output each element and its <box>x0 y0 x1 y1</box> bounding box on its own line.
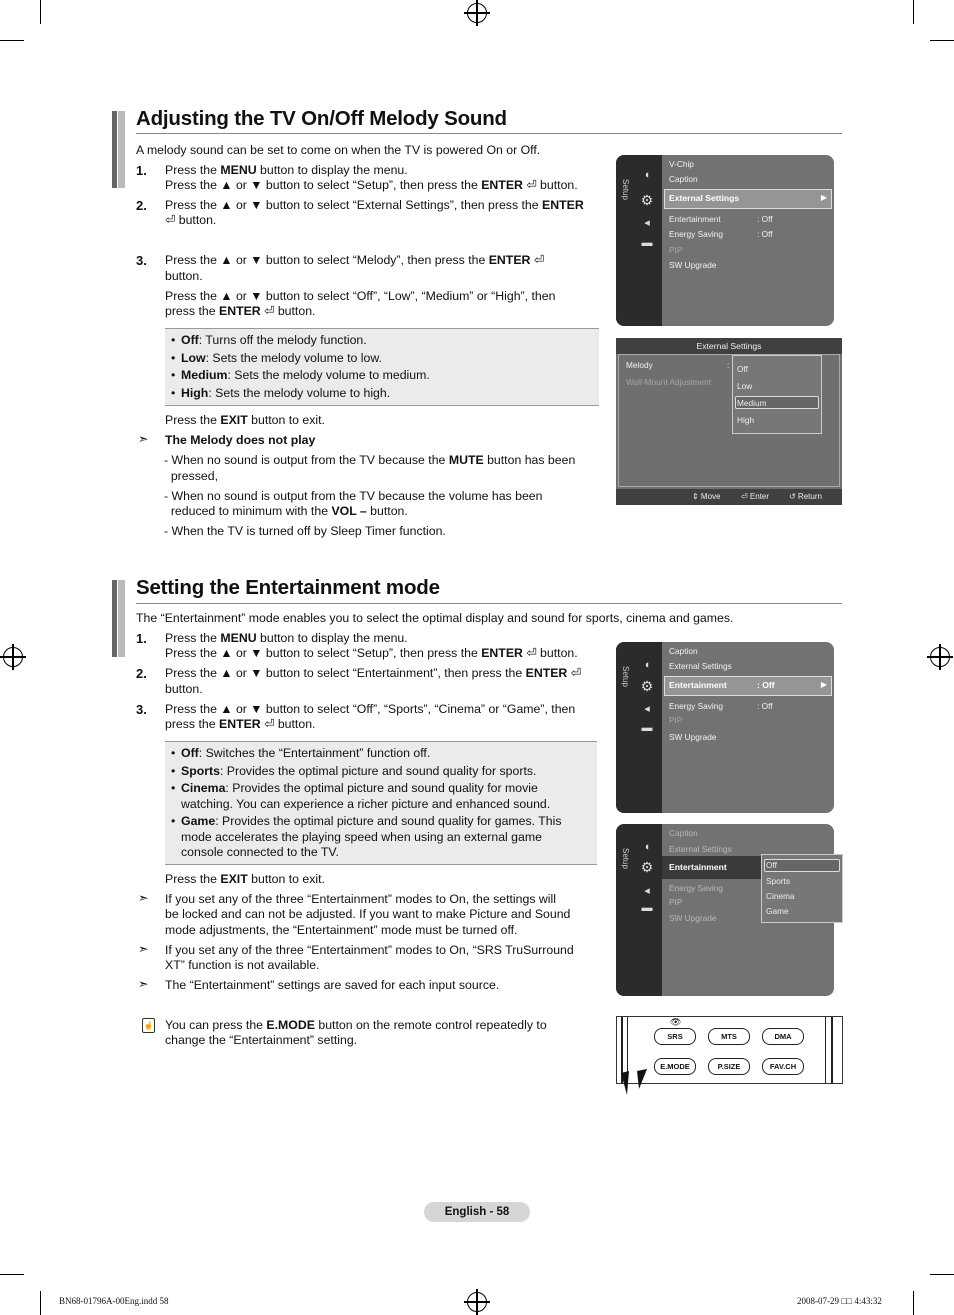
option-item: • Off: Turns off the melody function. <box>165 333 599 349</box>
note-line: - When no sound is output from the TV because the MUTE button has been <box>164 453 576 467</box>
crop-mark <box>0 1274 24 1275</box>
step-number: 1. <box>136 163 147 178</box>
registration-mark-icon <box>3 647 23 667</box>
menu-item-sw-upgrade[interactable]: SW Upgrade <box>669 732 717 742</box>
arrow-right-icon: ▶ <box>820 680 827 689</box>
date-info: 2008-07-29 □□ 4:43:32 <box>797 1296 882 1306</box>
menu-item-vchip[interactable]: V-Chip <box>669 159 694 169</box>
menu-item-pip: PIP <box>669 897 683 907</box>
option-high[interactable]: High <box>737 415 755 425</box>
move-hint: ⇕ Move <box>692 492 721 501</box>
menu-item-energy-saving[interactable]: Energy Saving <box>669 229 723 239</box>
note-line: XT” function is not available. <box>165 958 320 972</box>
note-line: pressed, <box>164 469 218 483</box>
section-title: Setting the Entertainment mode <box>136 576 440 599</box>
note-line: If you set any of the three “Entertainment” modes to On, “SRS TruSurround <box>165 943 574 957</box>
return-hint: ↺ Return <box>789 492 822 501</box>
menu-item-pip: PIP <box>669 715 683 725</box>
osd-external-settings <box>616 338 842 505</box>
note-line: - When the TV is turned off by Sleep Timer function. <box>164 524 446 538</box>
step-line: Press the ▲ or ▼ button to select “Setup”, then press the ENTER ⏎ button. <box>165 178 578 192</box>
step-line: ⏎ button. <box>165 213 217 227</box>
section-marker <box>112 111 117 188</box>
osd-side-label: Setup <box>621 848 630 869</box>
eye-icon: 👁 <box>670 1017 682 1027</box>
step-line: Press the ▲ or ▼ button to select “Off”, “Low”, “Medium” or “High”, then <box>165 289 556 303</box>
step-line: Press the ▲ or ▼ button to select “External Settings”, then press the ENTER <box>165 198 584 212</box>
menu-item-sw-upgrade[interactable]: SW Upgrade <box>669 260 717 270</box>
menu-item-caption[interactable]: Caption <box>669 646 698 656</box>
menu-item-energy-saving: Energy Saving <box>669 883 723 893</box>
title-rule <box>136 603 842 604</box>
crop-mark <box>40 1291 41 1315</box>
mts-button[interactable]: MTS <box>708 1028 750 1045</box>
note-line: reduced to minimum with the VOL – button. <box>164 504 408 518</box>
osd-side-label: Setup <box>621 179 630 200</box>
setup-gear-icon: ⚙ <box>640 678 654 694</box>
option-item: • Sports: Provides the optimal picture and sound quality for sports. <box>165 764 575 780</box>
option-off[interactable]: Off <box>737 364 748 374</box>
arrow-right-icon: ▶ <box>820 193 827 202</box>
option-item: • Off: Switches the “Entertainment” function off. <box>165 746 575 762</box>
option-item: • Medium: Sets the melody volume to medium. <box>165 368 599 384</box>
note-line: - When no sound is output from the TV because the volume has been <box>164 489 543 503</box>
menu-item-external-settings[interactable]: External Settings ▶ <box>664 189 832 209</box>
osd-side-label: Setup <box>621 666 630 687</box>
step-line: press the ENTER ⏎ button. <box>165 717 316 731</box>
menu-item-external-settings[interactable]: External Settings <box>669 661 732 671</box>
crop-mark <box>930 40 954 41</box>
step-line: Press the ▲ or ▼ button to select “Off”, “Sports”, “Cinema” or “Game”, then <box>165 702 576 716</box>
input-icon: ◖ <box>643 659 651 671</box>
step-number: 2. <box>136 666 147 681</box>
exit-text: Press the EXIT button to exit. <box>165 872 325 886</box>
option-item: • Game: Provides the optimal picture and sound quality for games. This mode accelerates the playing speed when using an external game console connected to the TV. <box>165 814 575 861</box>
sound-icon: ◂ <box>644 703 650 715</box>
srs-button[interactable]: SRS <box>654 1028 696 1045</box>
sound-icon: ◂ <box>644 217 650 229</box>
section-title: Adjusting the TV On/Off Melody Sound <box>136 107 507 130</box>
melody-options-popup <box>732 355 822 434</box>
registration-mark-icon <box>930 647 950 667</box>
option-cinema[interactable]: Cinema <box>766 891 795 901</box>
tip-line: You can press the E.MODE button on the remote control repeatedly to <box>165 1018 547 1032</box>
registration-mark-icon <box>467 1292 487 1312</box>
menu-item-entertainment[interactable]: Entertainment : Off ▶ <box>664 676 832 696</box>
enter-icon: ⏎ <box>165 213 176 227</box>
enter-icon: ⏎ <box>264 304 275 318</box>
enter-icon: ⏎ <box>526 646 537 660</box>
section-marker <box>118 111 125 188</box>
menu-item-energy-saving[interactable]: Energy Saving <box>669 701 723 711</box>
osd-setup-menu <box>616 155 834 326</box>
enter-icon: ⏎ <box>264 717 275 731</box>
section-marker <box>112 580 117 657</box>
note-line: If you set any of the three “Entertainment” modes to On, the settings will <box>165 892 556 906</box>
exit-text: Press the EXIT button to exit. <box>165 413 325 427</box>
setup-gear-icon: ⚙ <box>640 192 654 208</box>
option-sports[interactable]: Sports <box>766 876 790 886</box>
step-line: button. <box>165 269 203 283</box>
note-title: The Melody does not play <box>165 433 316 447</box>
step-line: Press the MENU button to display the menu. <box>165 631 408 645</box>
sound-icon: ◂ <box>644 885 650 897</box>
options-box <box>165 741 597 865</box>
option-low[interactable]: Low <box>737 381 753 391</box>
file-info: BN68-01796A-00Eng.indd 58 <box>59 1296 169 1306</box>
intro-text: The “Entertainment” mode enables you to select the optimal display and sound for sports, cinema and games. <box>136 611 734 625</box>
dma-button[interactable]: DMA <box>762 1028 804 1045</box>
crop-mark <box>913 0 914 24</box>
remote-control-illustration <box>616 1016 843 1084</box>
picture-icon: ▬ <box>641 722 653 734</box>
menu-item-pip: PIP <box>669 245 683 255</box>
note-arrow-icon: ➣ <box>138 942 149 956</box>
menu-value: : Off <box>757 214 773 224</box>
option-medium[interactable]: Medium <box>737 398 767 408</box>
title-rule <box>136 133 842 134</box>
option-item: • Low: Sets the melody volume to low. <box>165 351 599 367</box>
option-game[interactable]: Game <box>766 906 789 916</box>
step-line: press the ENTER ⏎ button. <box>165 304 316 318</box>
enter-hint: ⏎ Enter <box>741 492 770 501</box>
enter-icon: ⏎ <box>533 253 545 267</box>
registration-mark-icon <box>467 3 487 23</box>
step-line: Press the ▲ or ▼ button to select “Entertainment”, then press the ENTER ⏎ <box>165 666 582 680</box>
crop-mark <box>913 1291 914 1315</box>
option-off[interactable]: Off <box>766 860 777 870</box>
entertainment-options-popup <box>761 854 843 923</box>
step-number: 3. <box>136 702 147 717</box>
menu-value: : Off <box>757 229 773 239</box>
step-line: Press the ▲ or ▼ button to select “Melody”, then press the ENTER ⏎ <box>165 253 545 267</box>
step-number: 2. <box>136 198 147 213</box>
picture-icon: ▬ <box>641 902 653 914</box>
menu-item-caption[interactable]: Caption <box>669 174 698 184</box>
remote-edge <box>825 1017 826 1083</box>
input-icon: ◖ <box>643 841 651 853</box>
note-arrow-icon: ➣ <box>138 977 149 991</box>
option-item: • Cinema: Provides the optimal picture and sound quality for movie watching. You can experience a richer picture and enhanced sound. <box>165 781 575 812</box>
options-box <box>165 328 599 406</box>
picture-icon: ▬ <box>641 237 653 249</box>
menu-item-sw-upgrade: SW Upgrade <box>669 913 717 923</box>
colon-separator: : <box>727 360 730 370</box>
input-icon: ◖ <box>643 169 651 181</box>
osd-footer <box>616 489 842 505</box>
remote-tip-icon: ☝ <box>142 1018 155 1033</box>
osd-header: External Settings <box>616 338 842 354</box>
emode-button[interactable]: E.MODE <box>654 1058 696 1075</box>
step-number: 3. <box>136 253 147 268</box>
menu-item-entertainment[interactable]: Entertainment <box>669 862 727 872</box>
tip-line: change the “Entertainment” setting. <box>165 1033 358 1047</box>
option-item: • High: Sets the melody volume to high. <box>165 386 599 402</box>
psize-button[interactable]: P.SIZE <box>708 1058 750 1075</box>
page-number-label: English - 58 <box>424 1202 530 1222</box>
menu-item-entertainment[interactable]: Entertainment <box>669 214 721 224</box>
remote-edge <box>831 1017 833 1083</box>
crop-mark <box>0 40 24 41</box>
menu-item-wall-mount: Wall-Mount Adjustment <box>626 377 711 387</box>
menu-item-melody[interactable]: Melody <box>626 360 653 370</box>
step-number: 1. <box>136 631 147 646</box>
step-line: Press the MENU button to display the menu. <box>165 163 408 177</box>
menu-item-external-settings: External Settings <box>669 844 732 854</box>
crop-mark <box>930 1274 954 1275</box>
pointer-arrow-icon <box>617 1067 657 1095</box>
step-line: Press the ▲ or ▼ button to select “Setup”, then press the ENTER ⏎ button. <box>165 646 578 660</box>
osd-setup-menu <box>616 642 834 813</box>
note-arrow-icon: ➣ <box>138 891 149 905</box>
menu-value: : Off <box>757 701 773 711</box>
favch-button[interactable]: FAV.CH <box>762 1058 804 1075</box>
menu-item-caption: Caption <box>669 828 698 838</box>
note-line: be locked and can not be adjusted. If you want to make Picture and Sound <box>165 907 571 921</box>
section-marker <box>118 580 125 657</box>
note-line: The “Entertainment” settings are saved for each input source. <box>165 978 500 992</box>
enter-icon: ⏎ <box>570 666 582 680</box>
crop-mark <box>40 0 41 24</box>
enter-icon: ⏎ <box>526 178 537 192</box>
intro-text: A melody sound can be set to come on when the TV is powered On or Off. <box>136 143 541 157</box>
note-line: mode adjustments, the “Entertainment” mode must be turned off. <box>165 923 518 937</box>
note-arrow-icon: ➣ <box>138 432 149 446</box>
setup-gear-icon: ⚙ <box>640 859 654 875</box>
step-line: button. <box>165 682 203 696</box>
